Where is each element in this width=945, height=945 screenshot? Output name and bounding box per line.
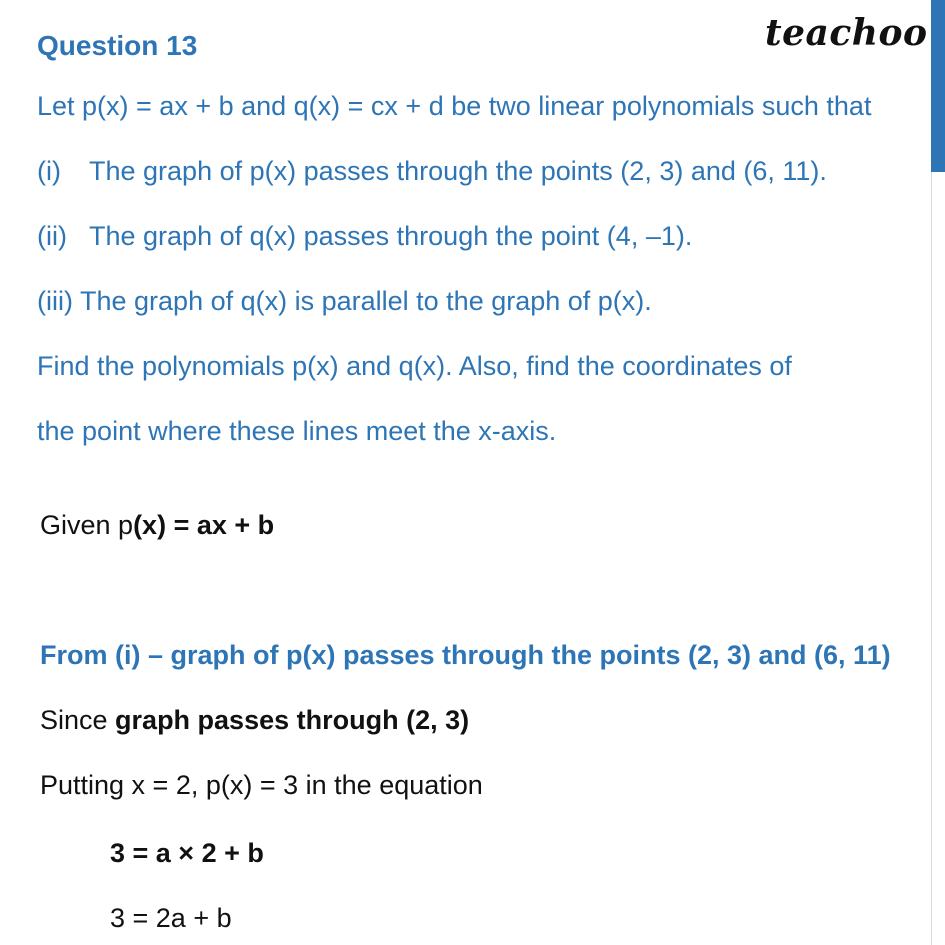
- equation-2: 3 = 2a + b: [110, 903, 232, 933]
- since-bold: graph passes through (2, 3): [115, 705, 470, 735]
- condition-text: The graph of p(x) passes through the points (2, 3) and (6, 11).: [89, 156, 827, 186]
- since-prefix: Since: [40, 705, 116, 735]
- condition-ii: [37, 221, 692, 252]
- given-expression: (x) = ax + b: [133, 510, 275, 540]
- condition-text: The graph of q(x) passes through the point (4, –1).: [89, 221, 693, 251]
- given-statement: [40, 510, 274, 541]
- given-prefix: Given p: [40, 510, 134, 540]
- brand-logo: teachoo: [765, 12, 928, 54]
- condition-number: (iii): [37, 286, 73, 316]
- condition-number: (i): [37, 156, 61, 186]
- from-heading: From (i) – graph of p(x) passes through the points (2, 3) and (6, 11): [40, 640, 891, 670]
- task-line-2: the point where these lines meet the x-axis.: [37, 416, 557, 446]
- question-title: Question 13: [37, 30, 198, 61]
- question-intro: Let p(x) = ax + b and q(x) = cx + d be two linear polynomials such that: [37, 91, 872, 121]
- condition-i: [37, 156, 827, 187]
- since-statement: [40, 705, 469, 736]
- condition-text: The graph of q(x) is parallel to the graph of p(x).: [80, 286, 652, 316]
- scrollbar-thumb[interactable]: [931, 0, 945, 172]
- putting-statement: Putting x = 2, p(x) = 3 in the equation: [40, 770, 483, 800]
- task-line-1: Find the polynomials p(x) and q(x). Also, find the coordinates of: [37, 351, 792, 381]
- equation-1: [110, 838, 264, 869]
- condition-number: (ii): [37, 221, 67, 251]
- equation-1-text: 3 = a × 2 + b: [110, 838, 264, 868]
- condition-iii: [37, 286, 652, 317]
